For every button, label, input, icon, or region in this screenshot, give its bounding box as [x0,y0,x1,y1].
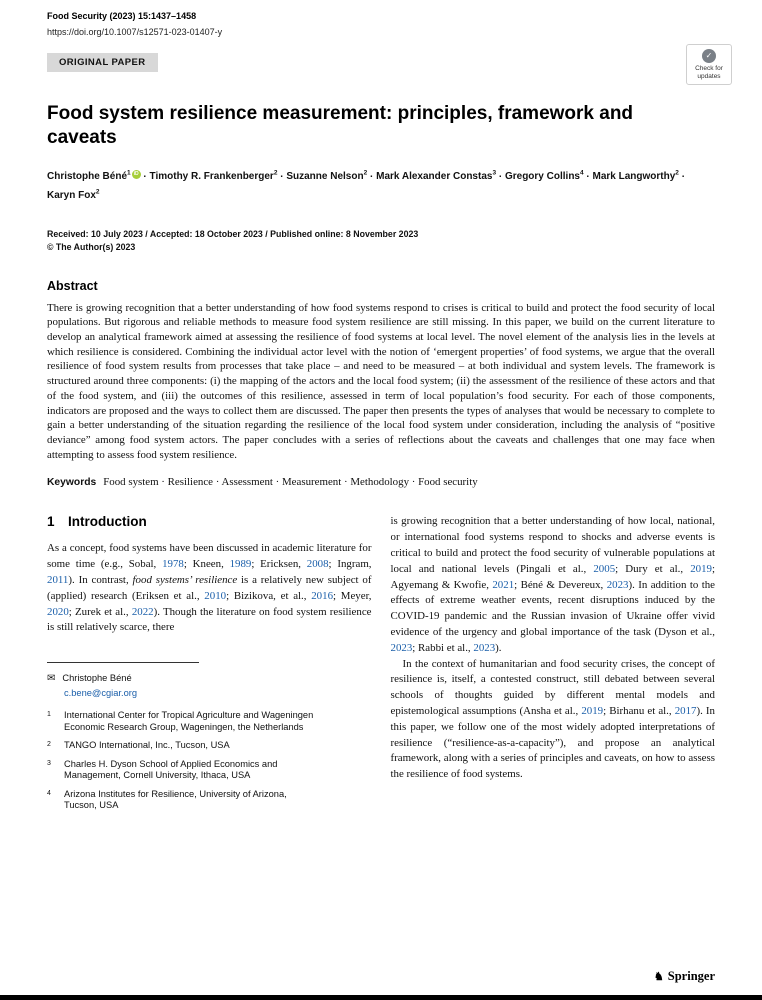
two-column-body [47,514,715,818]
citation-link[interactable]: 2016 [311,589,334,602]
keywords-label: Keywords [47,477,97,489]
author [505,171,584,182]
author-separator: · [583,171,593,183]
corresponding-author-line [47,672,372,685]
author [286,171,367,182]
citation-link[interactable]: 2021 [492,578,515,591]
crossmark-icon: ✓ [702,49,716,63]
text-segment: ; Béné & Devereux, [514,578,607,591]
text-segment: ; Kneen, [183,558,230,571]
author-separator: · [678,171,686,183]
citation-link[interactable]: 2011 [47,573,69,586]
affiliation-superscript: 4 [579,170,584,177]
springer-knight-icon: ♞ [653,971,664,983]
text-segment: ). [495,641,502,654]
text-segment: ). In contrast, [68,573,133,586]
text-segment: As a concept, food systems have been discussed in academic literature for some time (e.g., Sobal, [47,542,372,571]
affiliation-number: 1 [47,711,51,719]
affiliation-superscript: 2 [675,170,679,177]
text-segment: is a relatively new subject of (applied) research (Eriksen et al., [47,573,372,602]
text-segment: food systems’ resilience [132,573,238,586]
author-separator: · [277,171,287,183]
right-column [391,514,716,818]
author [150,171,278,182]
article-dates: Received: 10 July 2023 / Accepted: 18 October 2023 / Published online: 8 November 2023 [47,228,419,239]
citation-link[interactable]: 2008 [306,558,329,571]
affiliation-item [47,740,372,752]
author-name: Suzanne Nelson [286,171,364,183]
text-segment: ; Birhanu et al., [603,704,675,717]
intro-paragraph-left [47,541,372,636]
citation-link[interactable]: 1978 [162,558,184,571]
affiliation-list [47,710,372,812]
author-separator: · [140,171,150,183]
author-name: Christophe Béné [47,171,128,183]
footnotes-block [47,662,372,812]
citation-link[interactable]: 1989 [229,558,252,571]
affiliation-item [47,759,372,782]
author-name: Gregory Collins [504,171,580,183]
author-name: Timothy R. Frankenberger [149,171,274,183]
article-type-row [47,52,715,72]
email-link[interactable]: c.bene@cgiar.org [64,688,138,699]
author [593,171,679,182]
text-segment: ; Zurek et al., [68,605,132,618]
check-updates-label: Check for updates [695,65,723,80]
affiliation-superscript: 3 [492,170,497,177]
affiliation-text: Arizona Institutes for Resilience, University of Arizona, Tucson, USA [64,788,287,811]
citation-link[interactable]: 2020 [47,605,69,618]
affiliation-number: 2 [47,741,51,749]
article-title: Food system resilience measurement: principles, framework and caveats [47,103,634,148]
journal-citation: Food Security (2023) 15:1437–1458 [47,11,197,21]
text-segment: ). In addition to the effects of extreme weather events, recent disruptions induced by the COVID-19 pandemic and the Russian invasion of Ukraine offer vivid evidence of the urgency and global importance of the task (Dyson et al., [390,578,715,638]
affiliation-superscript: 2 [95,188,100,196]
author-name: Mark Langworthy [592,171,676,183]
abstract-text: There is growing recognition that a better understanding of how food systems respond to crises is critical to build and protect the food security of local populations. But rigorous and reliable methods to measure food system resilience are still missing. In this paper, we build on the current literature to develop an analytical framework aimed at assessing the resilience of food systems at local level. The novel element of the analysis lies in the levels at which resilience is considered. Combining the individual actor level with the notion of ‘emergent properties’ of food systems, we argue that the overall resilience of food system results from processes that take place – and need to be measured – at both individual and system levels. The framework is structured around three components: (i) the mapping of the actors and the local food system; (ii) the assessment of the resilience of these actors and that of the food system, and (iii) the outcomes of this resilience, assessed in term of local population’s food security. For each of those components, indicators are proposed and the ways to collect them are discussed. The paper then presents the types of analyses that would be necessary to complete to gain a better understanding of the situation regarding the resilience of the local food system under consideration, including the analysis of “positive deviance” among food system actors. The paper concludes with a series of reflections about the caveats and challenges that one may face when attempting to assess food system resilience. [47,301,715,461]
springer-label: Springer [667,969,715,983]
text-segment: is growing recognition that a better understanding of how local, national, or international food systems respond to shocks and adverse events is critical to build and protect the food security of vulnerable populations at local and national levels (Pingali et al., [390,515,715,575]
text-segment: ; Dury et al., [615,562,691,575]
intro-paragraph-right-2 [391,657,716,783]
footnote-rule [47,662,199,663]
affiliation-text: TANGO International, Inc., Tucson, USA [64,740,230,751]
text-segment: ; Ericksen, [251,558,307,571]
text-segment: ; Ingram, [328,558,372,571]
abstract-heading: Abstract [47,278,98,293]
citation-link[interactable]: 2022 [131,605,154,618]
author-list [47,166,692,203]
section-heading-introduction: 1 Introduction [47,514,147,530]
citation-link[interactable]: 2023 [606,578,629,591]
keywords-values: Food system · Resilience · Assessment · Measurement · Methodology · Food security [103,476,478,489]
affiliation-superscript: 2 [273,170,278,177]
affiliation-number: 4 [47,789,51,797]
page-bottom-edge [0,995,762,1000]
citation-link[interactable]: 2010 [204,589,227,602]
affiliation-item [47,789,372,812]
text-segment: ; Meyer, [333,589,372,602]
text-segment: ). Though the literature on food system resilience is still relatively scarce, there [47,605,372,634]
text-segment: ; Rabbi et al., [412,641,474,654]
author-separator: · [496,171,505,183]
publication-header [47,10,715,40]
affiliation-superscript: 1 [127,170,131,177]
author [47,171,141,182]
copyright-notice: © The Author(s) 2023 [47,241,136,252]
affiliation-text: International Center for Tropical Agriculture and Wageningen Economic Research Group, Wageningen, the Netherlands [64,710,314,732]
text-segment: ; Agyemang & Kwofie, [390,562,715,591]
citation-link[interactable]: 2019 [581,704,604,717]
author-name: Karyn Fox [47,189,96,201]
keywords-line [47,475,715,490]
springer-logo [654,969,715,984]
author [47,190,100,201]
citation-link[interactable]: 2019 [690,562,712,575]
citation-link[interactable]: 2023 [390,641,413,654]
email-icon: ✉ [47,673,56,685]
check-for-updates-badge[interactable] [686,44,732,85]
intro-paragraph-right-1 [391,514,716,656]
text-segment: In the context of humanitarian and food security crises, the concept of resilience is, itself, a contested construct, still debated between several schools of thoughts guided by different mental models and epistemological assumptions (Ansha et al., [390,657,715,717]
citation-link[interactable]: 2023 [473,641,496,654]
author-name: Mark Alexander Constas [376,171,493,183]
author [376,171,496,182]
citation-link[interactable]: 2017 [674,704,697,717]
orcid-icon[interactable]: iD [133,171,139,177]
affiliation-text: Charles H. Dyson School of Applied Economics and Management, Cornell University, Ithaca, USA [64,758,278,781]
affiliation-number: 3 [47,759,51,767]
article-type-badge: ORIGINAL PAPER [47,53,158,72]
affiliation-superscript: 2 [363,170,368,177]
citation-link[interactable]: 2005 [593,562,616,575]
text-segment: ; Bizikova, et al., [226,589,312,602]
text-segment: ). In this paper, we follow one of the most widely adopted interpretations of resilience (“resilience-as-a-capacity”), and propose an analytical framework, along with a series of principles and caveats, on how to assess the resilience of food systems. [390,704,715,781]
corresponding-author-name: Christophe Béné [62,673,132,684]
affiliation-item [47,710,372,733]
doi-link[interactable]: https://doi.org/10.1007/s12571-023-01407-y [47,27,223,37]
author-separator: · [367,171,377,183]
left-column [47,514,372,818]
